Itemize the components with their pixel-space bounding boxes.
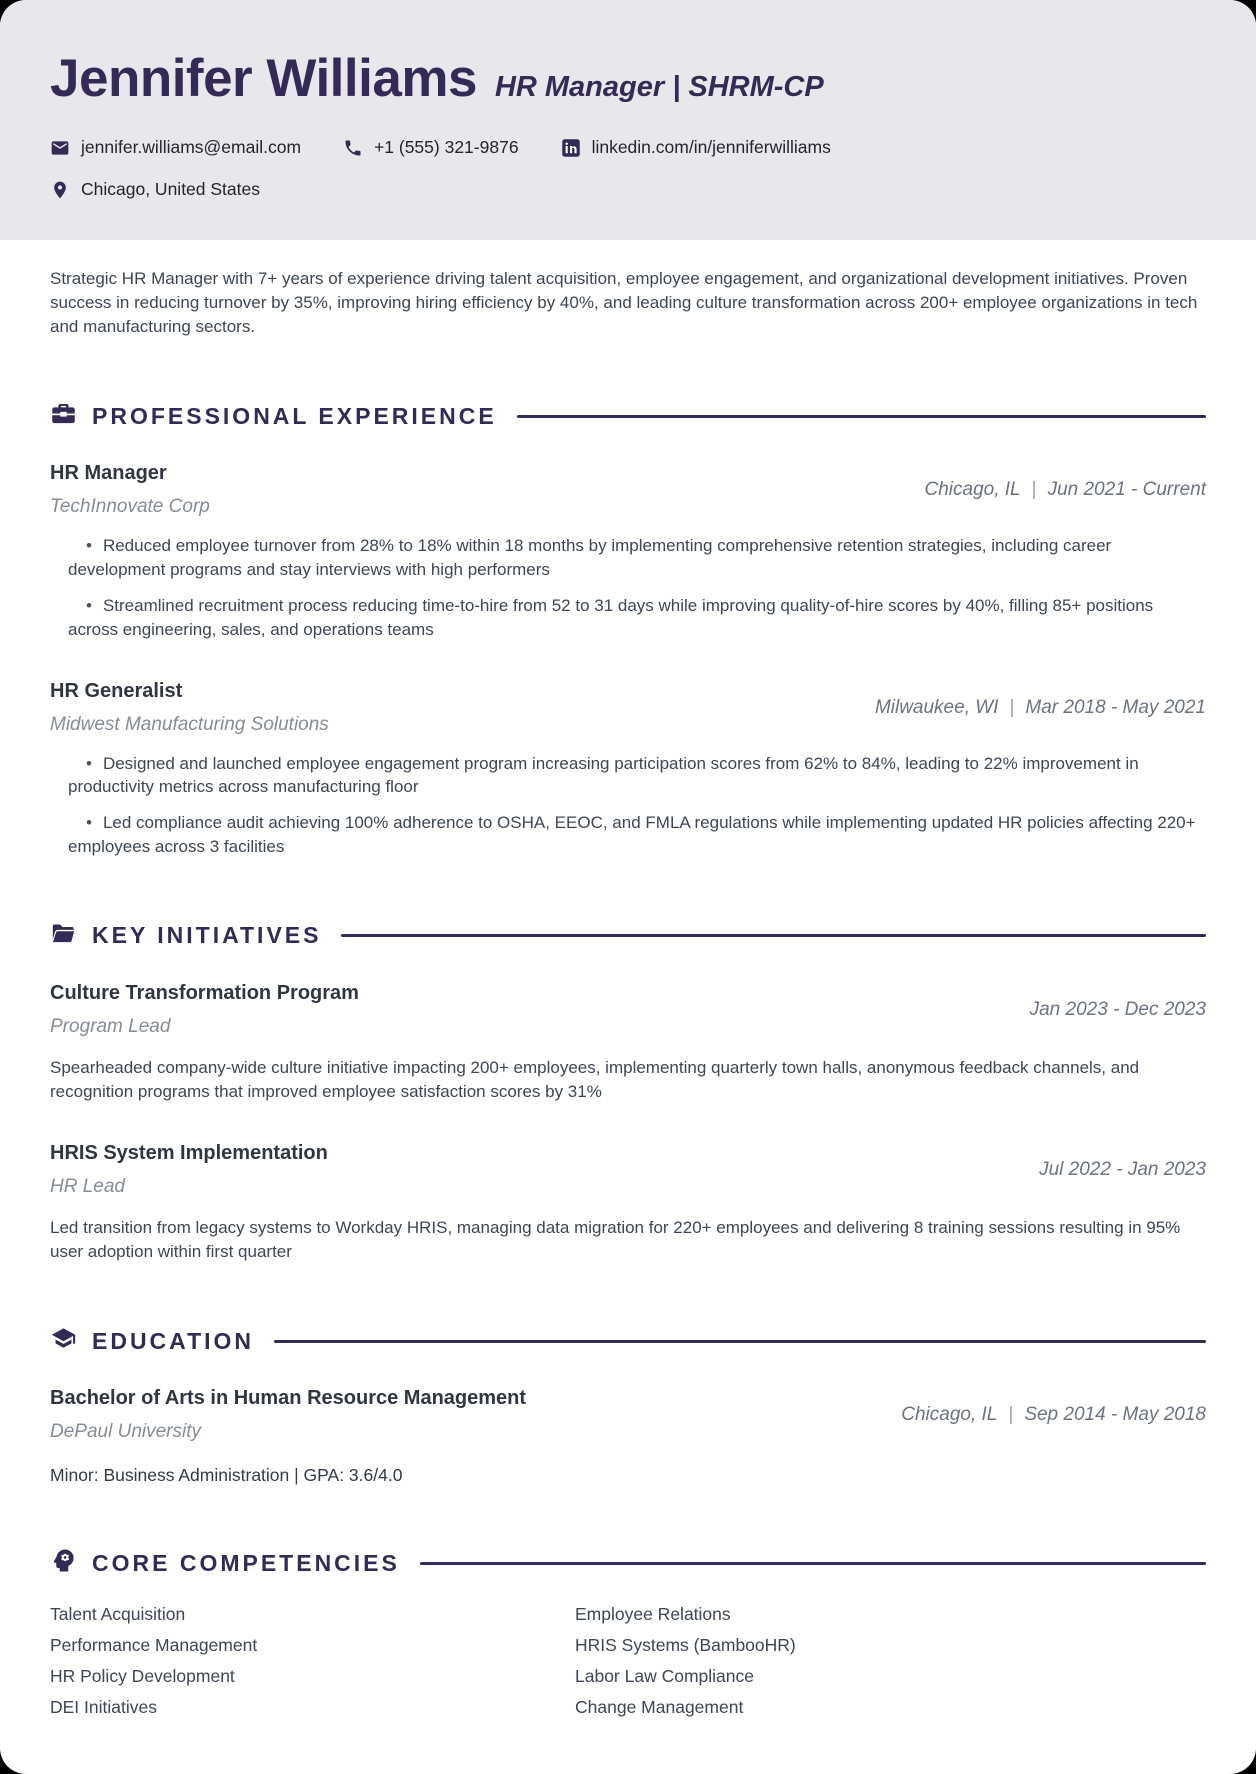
initiative-entry-left bbox=[50, 1142, 328, 1198]
initiative-entry-header bbox=[50, 1142, 1206, 1198]
initiative-role: Program Lead bbox=[50, 1015, 171, 1037]
job-dates: Jun 2021 - Current bbox=[1047, 479, 1206, 501]
section-rule bbox=[517, 415, 1206, 418]
initiative-name: HRIS System Implementation bbox=[50, 1142, 328, 1164]
section-initiatives-title: KEY INITIATIVES bbox=[92, 922, 322, 949]
section-education-header bbox=[50, 1325, 1206, 1357]
education-meta bbox=[901, 1404, 1206, 1426]
initiative-description: Led transition from legacy systems to Workday HRIS, managing data migration for 220+ employees and delivering 8 training sessions resulting in 95% user adoption within first quarter bbox=[50, 1218, 1181, 1262]
section-experience-title: PROFESSIONAL EXPERIENCE bbox=[92, 402, 497, 429]
contact-location bbox=[50, 179, 260, 200]
section-experience bbox=[50, 400, 1206, 858]
job-bullet: • Reduced employee turnover from 28% to 18% within 18 months by implementing comprehensive retention strategies, including career development programs and stay interviews with high performers bbox=[68, 534, 1200, 582]
education-entry-header bbox=[50, 1387, 1206, 1443]
section-rule bbox=[341, 934, 1206, 937]
job-bullets bbox=[50, 752, 1206, 859]
meta-separator: | bbox=[1009, 696, 1015, 718]
job-role: HR Manager bbox=[50, 462, 167, 485]
job-bullet: • Led compliance audit achieving 100% adherence to OSHA, EEOC, and FMLA regulations while implementing updated HR policies affecting 220+ employees across 3 facilities bbox=[68, 811, 1200, 859]
contact-location-text: Chicago, United States bbox=[81, 179, 260, 199]
competency-item: HRIS Systems (BambooHR) bbox=[575, 1635, 796, 1656]
name-row bbox=[50, 49, 1206, 108]
education-entry bbox=[50, 1387, 1206, 1486]
section-competencies bbox=[50, 1547, 1206, 1729]
folder-open-icon bbox=[50, 920, 92, 952]
initiative-entry-left bbox=[50, 982, 359, 1038]
job-entry bbox=[50, 680, 1206, 859]
job-bullet: • Designed and launched employee engagement program increasing participation scores from 62% to 84%, leading to 22% improvement in productivity metrics across manufacturing floor bbox=[68, 752, 1200, 800]
competency-item: Performance Management bbox=[50, 1635, 258, 1656]
graduation-cap-icon bbox=[50, 1325, 92, 1357]
section-initiatives-header bbox=[50, 920, 1206, 952]
job-entry bbox=[50, 462, 1206, 641]
initiative-entry bbox=[50, 982, 1206, 1104]
job-entry-left bbox=[50, 462, 210, 518]
job-dates: Mar 2018 - May 2021 bbox=[1025, 696, 1206, 718]
meta-separator: | bbox=[1031, 479, 1037, 501]
head-brain-icon bbox=[50, 1547, 92, 1579]
education-degree: Bachelor of Arts in Human Resource Management bbox=[50, 1387, 527, 1410]
contact-linkedin-text: linkedin.com/in/jenniferwilliams bbox=[591, 137, 831, 157]
job-company: TechInnovate Corp bbox=[50, 496, 210, 518]
competency-item: Employee Relations bbox=[575, 1604, 731, 1625]
meta-separator: | bbox=[1008, 1404, 1014, 1426]
resume-body bbox=[0, 267, 1256, 1729]
contact-phone bbox=[343, 137, 519, 158]
job-bullet: • Streamlined recruitment process reducing time-to-hire from 52 to 31 days while improving quality-of-hire scores by 40%, filling 85+ positions across engineering, sales, and operations teams bbox=[68, 594, 1200, 642]
professional-summary: Strategic HR Manager with 7+ years of experience driving talent acquisition, employee engagement, and organizational development initiatives. Proven success in reducing turnover by 35%, improving hiring efficiency by 40%, and leading culture transformation across 200+ employee organizations in tech and manufacturing sectors. bbox=[50, 269, 1198, 337]
competency-item: HR Policy Development bbox=[50, 1666, 235, 1687]
contact-email-text: jennifer.williams@email.com bbox=[81, 137, 302, 157]
initiative-entry-header bbox=[50, 982, 1206, 1038]
education-location: Chicago, IL bbox=[901, 1404, 998, 1426]
section-rule bbox=[274, 1340, 1206, 1343]
briefcase-icon bbox=[50, 400, 92, 432]
education-school: DePaul University bbox=[50, 1421, 201, 1443]
job-location: Chicago, IL bbox=[924, 479, 1021, 501]
competencies-grid bbox=[50, 1605, 1206, 1729]
job-meta bbox=[925, 479, 1206, 501]
section-competencies-header bbox=[50, 1547, 1206, 1579]
job-bullets bbox=[50, 534, 1206, 641]
initiative-dates: Jan 2023 - Dec 2023 bbox=[1029, 998, 1206, 1020]
contact-email bbox=[50, 137, 301, 158]
contact-linkedin bbox=[561, 137, 831, 158]
job-entry-header bbox=[50, 680, 1206, 736]
contact-phone-text: +1 (555) 321-9876 bbox=[374, 137, 519, 157]
job-entry-left bbox=[50, 680, 329, 736]
section-education-title: EDUCATION bbox=[92, 1327, 255, 1354]
competencies-column-right bbox=[575, 1605, 1206, 1729]
resume-header bbox=[0, 0, 1256, 240]
section-initiatives bbox=[50, 920, 1206, 1265]
contact-row-secondary bbox=[50, 179, 1206, 200]
section-competencies-title: CORE COMPETENCIES bbox=[92, 1549, 400, 1576]
job-role: HR Generalist bbox=[50, 679, 183, 702]
competency-item: Talent Acquisition bbox=[50, 1604, 186, 1625]
job-location: Milwaukee, WI bbox=[874, 696, 999, 718]
email-icon bbox=[50, 138, 70, 158]
section-experience-header bbox=[50, 400, 1206, 432]
initiative-description: Spearheaded company-wide culture initiative impacting 200+ employees, implementing quarterly town halls, anonymous feedback channels, and recognition programs that improved employee satisfaction scores by 31% bbox=[50, 1057, 1140, 1101]
competency-item: Change Management bbox=[575, 1697, 744, 1718]
initiative-name: Culture Transformation Program bbox=[50, 981, 359, 1004]
competencies-column-left bbox=[50, 1605, 575, 1729]
job-meta bbox=[875, 697, 1206, 719]
section-education bbox=[50, 1325, 1206, 1486]
location-icon bbox=[50, 180, 70, 200]
initiative-entry bbox=[50, 1142, 1206, 1264]
education-details: Minor: Business Administration | GPA: 3.6/4.0 bbox=[50, 1465, 403, 1486]
education-entry-left bbox=[50, 1387, 526, 1443]
phone-icon bbox=[343, 138, 363, 158]
candidate-headline: HR Manager | SHRM-CP bbox=[494, 71, 824, 103]
competency-item: Labor Law Compliance bbox=[575, 1666, 754, 1687]
linkedin-icon bbox=[561, 138, 581, 158]
job-company: Midwest Manufacturing Solutions bbox=[50, 713, 329, 735]
initiative-dates: Jul 2022 - Jan 2023 bbox=[1039, 1159, 1206, 1180]
job-entry-header bbox=[50, 462, 1206, 518]
contact-row-primary bbox=[50, 137, 1206, 158]
competency-item: DEI Initiatives bbox=[50, 1697, 157, 1718]
initiative-role: HR Lead bbox=[50, 1176, 125, 1197]
candidate-name: Jennifer Williams bbox=[50, 49, 477, 108]
section-rule bbox=[420, 1562, 1206, 1565]
education-dates: Sep 2014 - May 2018 bbox=[1024, 1404, 1206, 1426]
